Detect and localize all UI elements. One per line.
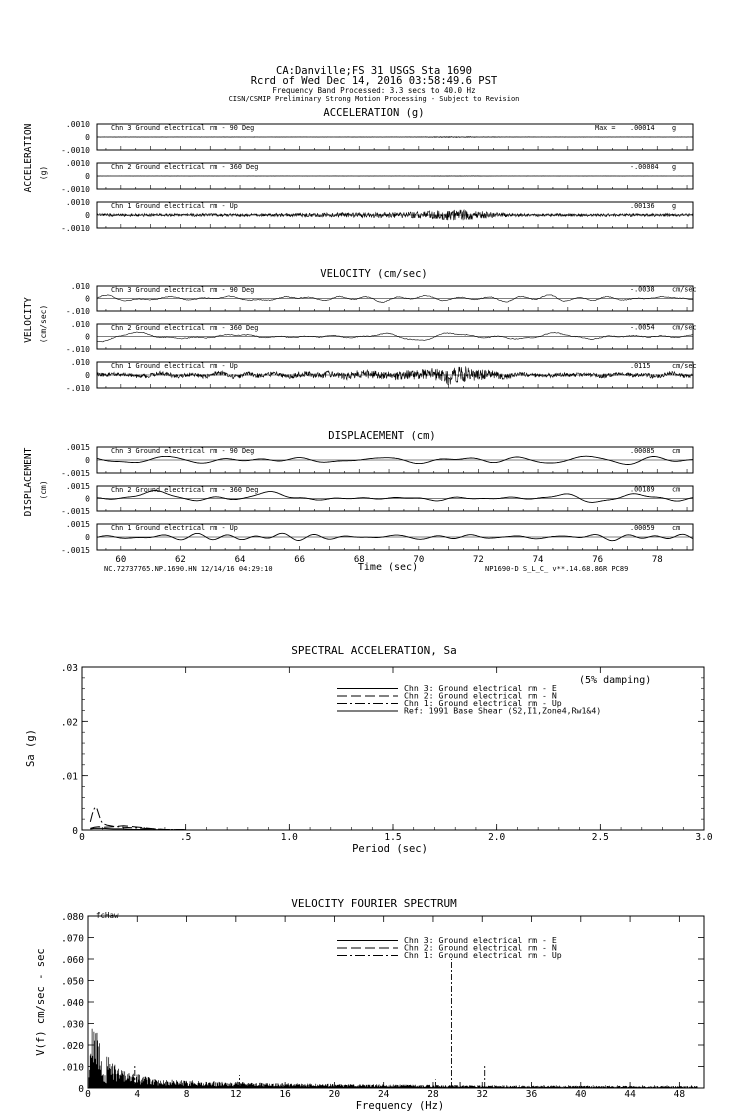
g0-c2-ylabel-hi: .0010 — [65, 198, 90, 207]
header-station: CA:Danville;FS 31 USGS Sta 1690 — [276, 65, 472, 77]
sa-ytick-label: 0 — [72, 826, 78, 837]
fourier-legend-label: Chn 1: Ground electrical rm - Up — [404, 950, 562, 960]
sa-legend-label: Chn 1: Ground electrical rm - Up — [404, 698, 562, 708]
time-tick-label: 70 — [413, 555, 425, 565]
fourier-ytick-label: .010 — [61, 1062, 84, 1074]
fourier-xtick-label: 48 — [673, 1089, 686, 1100]
header-disclaimer: CISN/CSMIP Preliminary Strong Motion Processing - Subject to Revision — [228, 95, 520, 103]
g2-c2-ylabel-hi: .0015 — [65, 520, 90, 529]
fourier-xtick-label: 24 — [377, 1089, 390, 1100]
g0-c0-trace-label: Chn 3 Ground electrical rm - 90 Deg — [111, 124, 255, 132]
g2-c1-ylabel-hi: .0015 — [65, 482, 90, 491]
time-tick-label: 68 — [353, 555, 365, 565]
sa-xlabel: Period (sec) — [352, 843, 428, 855]
fourier-spectrum-trace — [89, 1029, 698, 1088]
sa-ytick-label: .02 — [60, 717, 78, 729]
g2-c1-peak-value: .00189 — [630, 485, 655, 494]
g0-c2-ylabel-lo: -.0010 — [61, 224, 90, 233]
g1-c2-ylabel-hi: .010 — [70, 358, 90, 367]
fourier-ytick-label: .080 — [61, 912, 84, 923]
sa-ylabel: Sa (g) — [25, 729, 37, 767]
sa-frame — [82, 667, 704, 830]
acceleration-title: ACCELERATION (g) — [323, 107, 425, 119]
footer-processing-id: NP1690-D S_L_C_ v**.14.68.86R PC89 — [485, 565, 629, 573]
g1-c0-peak-unit: cm/sec — [672, 285, 697, 294]
g1-c1-peak-value: -.0054 — [630, 323, 655, 332]
header-band: Frequency Band Processed: 3.3 secs to 40.0 Hz — [272, 86, 476, 95]
footer-record-id: NC.72737765.NP.1690.HN 12/14/16 04:29:10 — [104, 565, 273, 573]
sa-xtick-label: 2.5 — [591, 832, 609, 843]
g0-c1-trace-label: Chn 2 Ground electrical rm - 360 Deg — [111, 163, 259, 171]
g2-c2-ylabel-lo: -.0015 — [61, 546, 90, 555]
g0-c0-ylabel-lo: -.0010 — [61, 146, 90, 155]
g1-c0-ylabel-lo: -.010 — [65, 307, 90, 316]
sa-series-chn-1 — [90, 807, 185, 830]
g1-c1-ylabel-hi: .010 — [70, 320, 90, 329]
fourier-ytick-label: .060 — [61, 955, 84, 966]
g1-c2-trace-label: Chn 1 Ground electrical rm - Up — [111, 362, 238, 370]
time-tick-label: 74 — [532, 555, 544, 565]
g2-c2-peak-value: .00059 — [630, 524, 655, 532]
sa-legend-label: Chn 3: Ground electrical rm - E — [404, 683, 557, 693]
velocity-yunit: (cm/sec) — [39, 304, 48, 344]
fourier-legend-label: Chn 2: Ground electrical rm - N — [404, 942, 557, 953]
fourier-xtick-label: 16 — [279, 1089, 291, 1100]
fourier-xtick-label: 0 — [85, 1089, 91, 1100]
g2-c1-trace-label: Chn 2 Ground electrical rm - 360 Deg — [111, 486, 259, 494]
g2-c0-peak-unit: cm — [672, 447, 681, 455]
time-axis-label: Time (sec) — [357, 562, 419, 573]
velocity-title: VELOCITY (cm/sec) — [320, 268, 428, 280]
fourier-ytick-label: 0 — [78, 1084, 84, 1095]
g0-c0-peak-unit: g — [672, 124, 677, 132]
fourier-ylabel: V(f) cm/sec - sec — [35, 948, 47, 1056]
g2-c0-ylabel-lo: -.0015 — [61, 469, 90, 478]
g0-c0-peak-value: .00014 — [630, 124, 655, 132]
fourier-xtick-label: 8 — [183, 1089, 190, 1100]
g0-c0-ylabel-zero: 0 — [85, 133, 90, 142]
g2-c2-peak-unit: cm — [672, 524, 681, 532]
sa-ytick-label: .03 — [60, 663, 78, 674]
g2-c1-ylabel-lo: -.0015 — [61, 507, 90, 516]
header-record: Rcrd of Wed Dec 14, 2016 03:58:49.6 PST — [250, 75, 498, 87]
g0-c0-max-label: Max = — [595, 124, 616, 132]
fourier-ytick-label: .030 — [61, 1019, 84, 1031]
g1-c1-peak-unit: cm/sec — [672, 323, 697, 332]
g2-c2-trace-label: Chn 1 Ground electrical rm - Up — [111, 524, 238, 532]
sa-xtick-label: 0 — [79, 832, 85, 843]
g2-c0-trace-label: Chn 3 Ground electrical rm - 90 Deg — [111, 447, 255, 455]
time-tick-label: 60 — [115, 555, 127, 565]
g0-c2-peak-value: .00136 — [630, 202, 655, 210]
g2-c0-peak-value: .00085 — [630, 447, 655, 455]
g0-c2-trace-label: Chn 1 Ground electrical rm - Up — [111, 202, 238, 210]
sa-legend-label: Ref: 1991 Base Shear (S2,I1,Zone4,Rw1&4) — [404, 705, 602, 716]
g0-c1-peak-unit: g — [672, 163, 677, 171]
g2-c0-ylabel-hi: .0015 — [65, 443, 90, 452]
fourier-xtick-label: 20 — [328, 1089, 341, 1100]
time-tick-label: 72 — [473, 555, 484, 565]
fourier-ytick-label: .020 — [61, 1041, 84, 1052]
g1-c2-peak-value: .0115 — [630, 362, 651, 370]
g1-c0-ylabel-hi: .010 — [70, 282, 90, 291]
g1-c1-waveform — [97, 332, 693, 342]
g1-c2-peak-unit: cm/sec — [672, 362, 697, 370]
g1-c0-peak-value: -.0038 — [630, 285, 655, 294]
g2-c2-ylabel-zero: 0 — [85, 533, 90, 542]
g0-c2-ylabel-zero: 0 — [85, 211, 90, 220]
fourier-xtick-label: 44 — [624, 1089, 636, 1100]
sa-damping: (5% damping) — [579, 675, 652, 686]
acceleration-ylabel: ACCELERATION — [23, 123, 34, 193]
g0-c1-ylabel-lo: -.0010 — [61, 185, 90, 194]
time-tick-label: 62 — [175, 555, 186, 565]
g0-c0-ylabel-hi: .0010 — [65, 120, 90, 129]
sa-xtick-label: 2.0 — [488, 832, 506, 843]
g1-c2-ylabel-zero: 0 — [85, 371, 90, 380]
g2-c0-waveform — [97, 456, 693, 464]
fourier-xlabel: Frequency (Hz) — [355, 1100, 445, 1112]
g1-c0-trace-label: Chn 3 Ground electrical rm - 90 Deg — [111, 286, 255, 294]
g0-c1-ylabel-hi: .0010 — [65, 159, 90, 168]
displacement-title: DISPLACEMENT (cm) — [328, 430, 436, 442]
g2-c0-ylabel-zero: 0 — [85, 456, 90, 465]
fourier-xtick-label: 40 — [575, 1089, 587, 1100]
time-tick-label: 64 — [234, 555, 246, 565]
fourier-xtick-label: 28 — [427, 1089, 439, 1100]
g0-c2-peak-unit: g — [672, 202, 677, 210]
acceleration-yunit: (g) — [39, 165, 48, 181]
g2-c1-ylabel-zero: 0 — [85, 494, 90, 504]
velocity-ylabel: VELOCITY — [23, 297, 34, 343]
sa-ytick-label: .01 — [60, 771, 78, 783]
fourier-legend-label: Chn 3: Ground electrical rm - E — [404, 935, 557, 945]
sa-xtick-label: 3.0 — [695, 832, 713, 843]
g0-c1-ylabel-zero: 0 — [85, 172, 90, 181]
sa-xtick-label: 1.0 — [280, 832, 298, 843]
fourier-xtick-label: 12 — [230, 1089, 242, 1100]
g0-c1-peak-value: -.00004 — [630, 163, 659, 171]
fourier-xtick-label: 36 — [525, 1089, 538, 1100]
chart-marks — [61, 120, 713, 1100]
time-tick-label: 76 — [592, 555, 604, 565]
g2-c1-peak-unit: cm — [672, 485, 681, 494]
fourier-ytick-label: .050 — [61, 976, 84, 988]
sa-title: SPECTRAL ACCELERATION, Sa — [291, 644, 457, 657]
displacement-yunit: (cm) — [39, 480, 48, 500]
fourier-xtick-label: 32 — [476, 1089, 488, 1100]
g1-c2-ylabel-lo: -.010 — [65, 384, 90, 393]
g1-c1-ylabel-zero: 0 — [85, 332, 90, 342]
g1-c1-trace-label: Chn 2 Ground electrical rm - 360 Deg — [111, 324, 259, 332]
time-tick-label: 78 — [651, 555, 663, 565]
displacement-ylabel: DISPLACEMENT — [23, 447, 34, 517]
sa-xtick-label: 1.5 — [384, 832, 402, 843]
g0-c0-waveform — [97, 137, 693, 138]
g1-c1-ylabel-lo: -.010 — [65, 345, 90, 354]
fourier-frame — [88, 916, 704, 1088]
sa-legend-label: Chn 2: Ground electrical rm - N — [404, 690, 557, 701]
fourier-title: VELOCITY FOURIER SPECTRUM — [291, 897, 457, 910]
g1-c0-ylabel-zero: 0 — [85, 294, 90, 304]
time-tick-label: 66 — [294, 555, 306, 565]
fourier-ytick-label: .040 — [61, 998, 84, 1009]
fourier-ytick-label: .070 — [61, 933, 84, 945]
fourier-xtick-label: 4 — [134, 1089, 141, 1100]
sa-xtick-label: .5 — [179, 832, 192, 843]
fourier-corner-label: fcHaw — [96, 911, 119, 920]
